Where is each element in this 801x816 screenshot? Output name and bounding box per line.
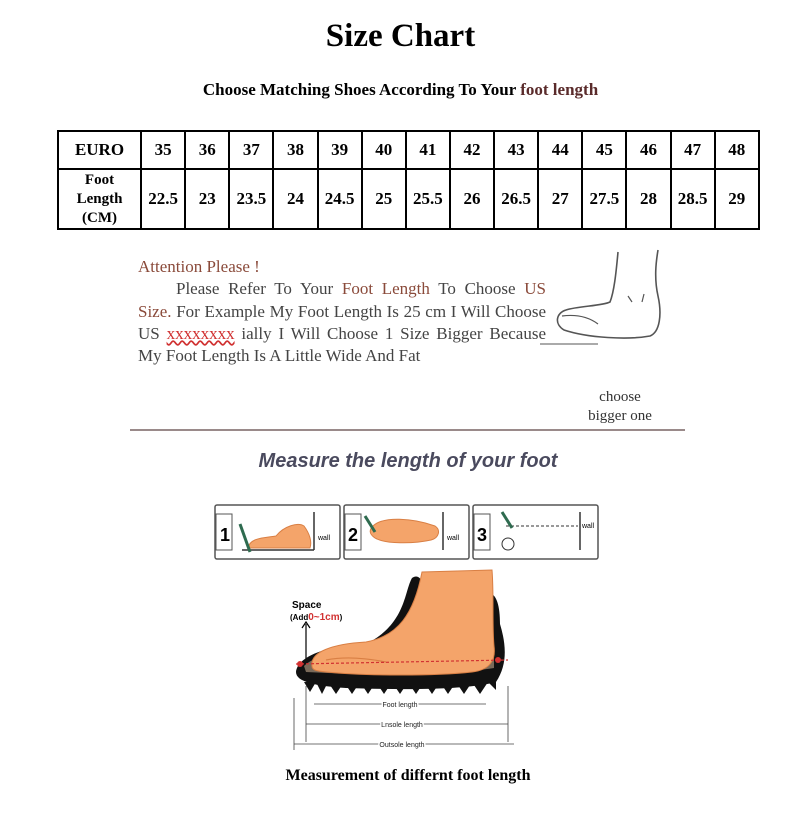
attention-highlight: US Size. — [138, 279, 546, 321]
foot-length-cell: 25.5 — [406, 169, 450, 229]
add-label: (Add0~1cm) — [290, 612, 343, 623]
foot-length-cell: 24.5 — [318, 169, 362, 229]
foot-label-line: (CM) — [82, 209, 117, 226]
foot-length-cell: 26.5 — [494, 169, 538, 229]
foot-toe-line — [562, 315, 598, 324]
wall-label: wall — [447, 535, 460, 542]
sole-tread — [304, 682, 496, 694]
step-panel-3 — [473, 505, 598, 559]
euro-cell: 45 — [582, 131, 626, 169]
euro-cell: 37 — [229, 131, 273, 169]
foot-length-cell: 27 — [538, 169, 582, 229]
foot-length-label: Foot length — [382, 702, 418, 709]
euro-cell: 35 — [141, 131, 185, 169]
choose-line: bigger one — [588, 408, 652, 424]
foot-length-cell: 26 — [450, 169, 494, 229]
attention-highlight: Foot Length — [341, 279, 430, 299]
measure-tape-icon — [502, 538, 514, 550]
page-title: Size Chart — [325, 18, 476, 54]
foot-length-cell: 28 — [626, 169, 670, 229]
foot-label-line: Foot — [84, 171, 115, 188]
foot-sketch-illustration — [538, 244, 668, 364]
foot-length-cell: 24 — [273, 169, 317, 229]
diagram-caption: Measurement of differnt foot length — [285, 767, 531, 784]
foot-length-header — [58, 169, 141, 229]
foot-ankle-marks — [628, 294, 644, 302]
attention-text: For Example My Foot Length Is 25 cm I Will Choose US — [138, 301, 546, 343]
wall-label: wall — [318, 535, 331, 542]
euro-cell: 47 — [671, 131, 715, 169]
foot-length-cell: 23.5 — [229, 169, 273, 229]
attention-text: ially I Will Choose 1 Size Bigger Because My Foot Length Is A Little Wide And Fat — [138, 323, 547, 366]
attention-text: To Choose — [429, 279, 525, 299]
euro-cell: 40 — [362, 131, 406, 169]
euro-cell: 43 — [494, 131, 538, 169]
euro-header: EURO — [58, 131, 141, 169]
foot-outline — [557, 250, 660, 338]
foot-length-cell: 23 — [185, 169, 229, 229]
choose-line: choose — [599, 389, 641, 405]
section-divider — [130, 429, 685, 431]
euro-cell: 41 — [406, 131, 450, 169]
attention-title: Attention Please ! — [138, 257, 260, 276]
step-number: 1 — [220, 525, 231, 545]
foot-length-row — [58, 169, 759, 229]
euro-cell: 42 — [450, 131, 494, 169]
foot-length-cell: 25 — [362, 169, 406, 229]
foot-length-cell: 29 — [715, 169, 759, 229]
euro-row — [58, 131, 759, 169]
attention-redacted: xxxxxxxx — [166, 323, 235, 343]
step-number: 2 — [348, 525, 359, 545]
choose-bigger-note — [578, 388, 662, 426]
euro-cell: 46 — [626, 131, 670, 169]
euro-cell: 44 — [538, 131, 582, 169]
foot-label-line: Length — [76, 190, 123, 207]
subtitle-text: Choose Matching Shoes According To Your — [202, 80, 521, 99]
euro-cell: 36 — [185, 131, 229, 169]
measure-steps-illustration — [214, 504, 600, 562]
step-number: 3 — [477, 525, 488, 545]
foot-length-cell: 27.5 — [582, 169, 626, 229]
step-panel-2 — [344, 505, 469, 559]
shoe-measurement-diagram — [286, 564, 522, 762]
attention-note — [138, 256, 546, 367]
euro-cell: 38 — [273, 131, 317, 169]
euro-cell: 39 — [318, 131, 362, 169]
euro-cell: 48 — [715, 131, 759, 169]
foot-length-cell: 22.5 — [141, 169, 185, 229]
insole-length-label: Lnsole length — [381, 722, 423, 729]
step-panel-1 — [215, 505, 340, 559]
subtitle — [0, 80, 801, 100]
measure-heading: Measure the length of your foot — [258, 450, 558, 472]
wall-label: wall — [582, 523, 595, 530]
outsole-length-label: Outsole length — [379, 742, 425, 749]
space-label: Space — [292, 600, 322, 611]
foot-length-cell: 28.5 — [671, 169, 715, 229]
attention-body — [138, 278, 546, 367]
attention-text: Please Refer To Your — [176, 279, 342, 299]
size-table — [57, 130, 760, 230]
subtitle-accent: foot length — [520, 80, 599, 99]
